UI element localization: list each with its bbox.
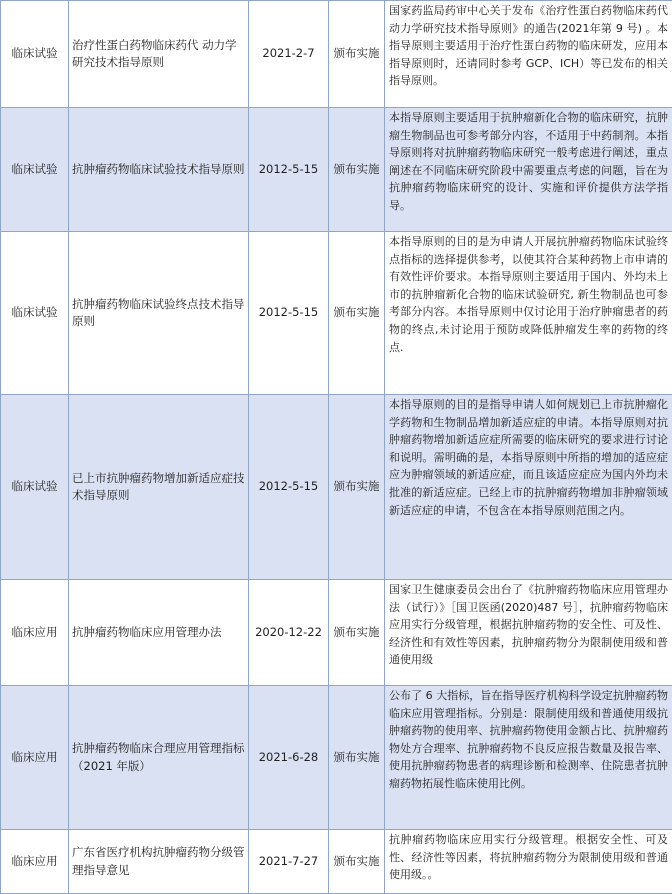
date-cell: 2021-6-28 — [249, 686, 329, 830]
guideline-name-cell: 抗肿瘤药物临床应用管理办法 — [69, 580, 249, 686]
date-cell: 2021-2-7 — [249, 1, 329, 108]
table-row — [1, 830, 672, 894]
category-cell: 临床应用 — [1, 686, 69, 830]
guideline-name-cell: 广东省医疗机构抗肿瘤药物分级管理指导意见 — [69, 830, 249, 894]
description-cell: 抗肿瘤药物临床应用实行分级管理。根据安全性、可及性、经济性等因素，将抗肿瘤药物分为限制使用级和普通使用级。。 — [385, 830, 672, 894]
description-cell: 国家卫生健康委员会出台了《抗肿瘤药物临床应用管理办法（试行）》［国卫医函(2020)487 号］，抗肿瘤药物临床应用实行分级管理，根据抗肿瘤药物的安全性、可及性、经济性和有效性等因素，抗肿瘤药物分为限制使用级和普通使用级 — [385, 580, 672, 686]
description-cell: 本指导原则主要适用于抗肿瘤新化合物的临床研究，抗肿瘤生物制品也可参考部分内容，不适用于中药制剂。本指导原则将对抗肿瘤药物临床研究一般考虑进行阐述，重点阐述在不同临床研究阶段中需要重点考虑的问题，旨在为抗肿瘤药物临床研究的设计、实施和评价提供方法学指导。 — [385, 108, 672, 232]
status-cell: 颁布实施 — [329, 580, 385, 686]
category-cell: 临床试验 — [1, 395, 69, 580]
guideline-name-cell: 抗肿瘤药物临床试验终点技术指导原则 — [69, 232, 249, 395]
status-cell: 颁布实施 — [329, 108, 385, 232]
description-cell: 本指导原则的目的是为申请人开展抗肿瘤药物临床试验终点指标的选择提供参考，以使其符合某种药物上市申请的有效性评价要求。本指导原则主要适用于国内、外均未上市的抗肿瘤新化合物的临床试验研究, 新生物制品也可参考部分内容。本指导原则中仅讨论用于治疗肿瘤患者的药物的终点,未讨论用于预防或降低肿瘤发生率的药物的终点. — [385, 232, 672, 395]
status-cell: 颁布实施 — [329, 395, 385, 580]
table-row — [1, 232, 672, 395]
description-cell: 公布了 6 大指标，旨在指导医疗机构科学设定抗肿瘤药物临床应用管理指标。分别是：限制使用级和普通使用级抗肿瘤药物的使用率、抗肿瘤药物使用金额占比、抗肿瘤药物处方合理率、抗肿瘤药物不良反应报告数量及报告率、使用抗肿瘤药物患者的病理诊断和检测率、住院患者抗肿瘤药物拓展性临床使用比例。 — [385, 686, 672, 830]
date-cell: 2012-5-15 — [249, 108, 329, 232]
category-cell: 临床应用 — [1, 580, 69, 686]
guideline-name-cell: 已上市抗肿瘤药物增加新适应症技术指导原则 — [69, 395, 249, 580]
guideline-name-cell: 抗肿瘤药物临床试验技术指导原则 — [69, 108, 249, 232]
status-cell: 颁布实施 — [329, 686, 385, 830]
date-cell: 2021-7-27 — [249, 830, 329, 894]
category-cell: 临床试验 — [1, 232, 69, 395]
guideline-name-cell: 治疗性蛋白药物临床药代 动力学研究技术指导原则 — [69, 1, 249, 108]
status-cell: 颁布实施 — [329, 830, 385, 894]
date-cell: 2020-12-22 — [249, 580, 329, 686]
table-row — [1, 395, 672, 580]
table-row — [1, 686, 672, 830]
category-cell: 临床试验 — [1, 1, 69, 108]
status-cell: 颁布实施 — [329, 1, 385, 108]
description-cell: 本指导原则的目的是指导申请人如何规划已上市抗肿瘤化学药物和生物制品增加新适应症的申请。本指导原则对抗肿瘤药物增加新适应症所需要的临床研究的要求进行讨论和说明。需明确的是，本指导原则中所指的增加的适应症应为肿瘤领域的新适应症，而且该适应症应为国内外均未批准的新适应症。已经上市的抗肿瘤药物增加非肿瘤领域新适应症的申请，不包含在本指导原则范围之内。 — [385, 395, 672, 580]
guideline-name-cell: 抗肿瘤药物临床合理应用管理指标（2021 年版） — [69, 686, 249, 830]
date-cell: 2012-5-15 — [249, 232, 329, 395]
status-cell: 颁布实施 — [329, 232, 385, 395]
date-cell: 2012-5-15 — [249, 395, 329, 580]
category-cell: 临床试验 — [1, 108, 69, 232]
description-cell: 国家药监局药审中心关于发布《治疗性蛋白药物临床药代动力学研究技术指导原则》的通告(2021年第 9 号) 。本指导原则主要适用于治疗性蛋白药物的临床研发，应用本指导原则时，还请同时参考 GCP、ICH）等已发布的相关指导原则。 — [385, 1, 672, 108]
table-row — [1, 1, 672, 108]
table-row — [1, 580, 672, 686]
category-cell: 临床应用 — [1, 830, 69, 894]
table-row — [1, 108, 672, 232]
